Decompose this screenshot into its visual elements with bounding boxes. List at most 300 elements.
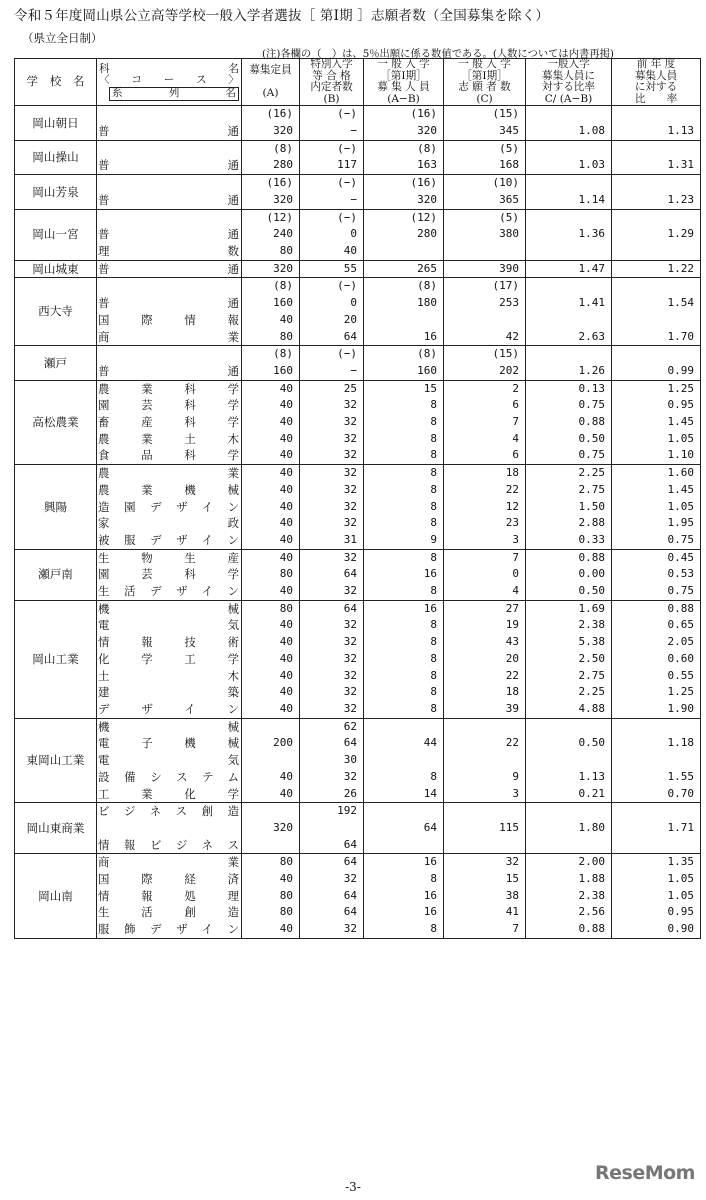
general-quota-cell: 320 — [364, 192, 444, 209]
general-quota-cell: 16 — [364, 854, 444, 871]
prev-ratio-cell: 1.25 — [612, 684, 701, 701]
table-row — [15, 363, 701, 380]
school-name: 岡山工業 — [15, 600, 97, 718]
ratio-cell: 1.26 — [526, 363, 612, 380]
general-quota-cell: 8 — [364, 651, 444, 668]
capacity-cell: 160 — [242, 295, 300, 312]
school-group — [15, 803, 701, 854]
course-name — [97, 820, 242, 837]
capacity-cell: 40 — [242, 871, 300, 888]
applicants-cell: (5) — [444, 140, 526, 157]
prev-ratio-cell — [612, 278, 701, 295]
school-group — [15, 465, 701, 550]
ratio-cell — [526, 752, 612, 769]
capacity-cell: (8) — [242, 346, 300, 363]
prev-ratio-cell: 1.05 — [612, 871, 701, 888]
capacity-cell — [242, 718, 300, 735]
course-name: 機械 — [97, 600, 242, 617]
applicants-cell — [444, 312, 526, 329]
school-name: 岡山芳泉 — [15, 175, 97, 209]
capacity-cell: 40 — [242, 465, 300, 482]
applicants-cell: 202 — [444, 363, 526, 380]
school-group — [15, 600, 701, 718]
applicants-cell: 18 — [444, 684, 526, 701]
general-quota-cell: (8) — [364, 346, 444, 363]
table-row — [15, 312, 701, 329]
prev-ratio-cell: 0.95 — [612, 397, 701, 414]
school-name: 岡山南 — [15, 854, 97, 939]
prev-ratio-cell — [612, 718, 701, 735]
table-row — [15, 175, 701, 192]
general-quota-cell: (16) — [364, 175, 444, 192]
applicants-cell — [444, 803, 526, 820]
course-name: 電気 — [97, 617, 242, 634]
capacity-cell: 40 — [242, 786, 300, 803]
capacity-cell: 320 — [242, 123, 300, 140]
applicants-cell: 20 — [444, 651, 526, 668]
ratio-cell — [526, 209, 612, 226]
course-name: 理数 — [97, 243, 242, 260]
general-quota-cell: 280 — [364, 226, 444, 243]
school-name: 西大寺 — [15, 278, 97, 346]
applicants-cell: 115 — [444, 820, 526, 837]
capacity-cell — [242, 837, 300, 854]
capacity-cell: 200 — [242, 735, 300, 752]
course-name: 国際経済 — [97, 871, 242, 888]
prev-ratio-cell — [612, 243, 701, 260]
special-cell: 64 — [300, 735, 364, 752]
table-row — [15, 583, 701, 600]
capacity-cell: 80 — [242, 329, 300, 346]
ratio-cell: 4.88 — [526, 701, 612, 718]
general-quota-cell: 320 — [364, 123, 444, 140]
applicants-cell: 380 — [444, 226, 526, 243]
capacity-cell: 40 — [242, 499, 300, 516]
applicants-cell: 3 — [444, 532, 526, 549]
general-quota-cell: (12) — [364, 209, 444, 226]
table-row — [15, 380, 701, 397]
special-cell: 64 — [300, 854, 364, 871]
ratio-cell — [526, 140, 612, 157]
prev-ratio-cell: 1.23 — [612, 192, 701, 209]
table-row — [15, 447, 701, 464]
table-row — [15, 718, 701, 735]
capacity-cell: 40 — [242, 515, 300, 532]
table-row — [15, 346, 701, 363]
general-quota-cell: 8 — [364, 431, 444, 448]
table-row — [15, 803, 701, 820]
school-name: 岡山城東 — [15, 260, 97, 278]
header-ratio: 一般入学 募集人員に 対する比率 C/ (A−B) — [526, 59, 612, 106]
general-quota-cell: 8 — [364, 465, 444, 482]
subtitle: （県立全日制） — [22, 31, 103, 45]
course-name: 生活デザイン — [97, 583, 242, 600]
special-cell: 32 — [300, 617, 364, 634]
table-row — [15, 209, 701, 226]
general-quota-cell: 8 — [364, 549, 444, 566]
capacity-cell: 40 — [242, 617, 300, 634]
general-quota-cell — [364, 243, 444, 260]
prev-ratio-cell: 0.99 — [612, 363, 701, 380]
applicants-cell: 18 — [444, 465, 526, 482]
prev-ratio-cell: 0.75 — [612, 583, 701, 600]
applicants-cell: 2 — [444, 380, 526, 397]
special-cell: 31 — [300, 532, 364, 549]
applicants-cell: (15) — [444, 106, 526, 123]
special-cell: 32 — [300, 668, 364, 685]
table-row — [15, 549, 701, 566]
prev-ratio-cell: 1.70 — [612, 329, 701, 346]
ratio-cell: 2.38 — [526, 617, 612, 634]
table-row — [15, 634, 701, 651]
applicants-cell — [444, 837, 526, 854]
course-name: ビジネス創造 — [97, 803, 242, 820]
prev-ratio-cell: 0.53 — [612, 566, 701, 583]
course-name — [97, 140, 242, 157]
course-name: 家政 — [97, 515, 242, 532]
course-name: 電子機械 — [97, 735, 242, 752]
table-row — [15, 617, 701, 634]
table-row — [15, 140, 701, 157]
general-quota-cell — [364, 312, 444, 329]
prev-ratio-cell: 0.88 — [612, 600, 701, 617]
course-name: 園芸科学 — [97, 397, 242, 414]
table-row — [15, 260, 701, 278]
school-name: 東岡山工業 — [15, 718, 97, 803]
ratio-cell: 1.14 — [526, 192, 612, 209]
general-quota-cell: 8 — [364, 447, 444, 464]
table-row — [15, 684, 701, 701]
course-name: 国際情報 — [97, 312, 242, 329]
table-row — [15, 921, 701, 938]
table-row — [15, 786, 701, 803]
special-cell: 55 — [300, 260, 364, 278]
ratio-cell — [526, 243, 612, 260]
header-capacity: 募集定員 (A) — [242, 59, 300, 106]
applicants-cell: 22 — [444, 668, 526, 685]
special-cell: 40 — [300, 243, 364, 260]
general-quota-cell: 8 — [364, 414, 444, 431]
special-cell: 32 — [300, 482, 364, 499]
capacity-cell: 80 — [242, 243, 300, 260]
applicants-cell: 22 — [444, 735, 526, 752]
applicants-cell: 43 — [444, 634, 526, 651]
capacity-cell: (12) — [242, 209, 300, 226]
general-quota-cell: 8 — [364, 684, 444, 701]
prev-ratio-cell: 1.29 — [612, 226, 701, 243]
ratio-cell: 1.47 — [526, 260, 612, 278]
ratio-cell: 0.88 — [526, 549, 612, 566]
ratio-cell: 0.50 — [526, 735, 612, 752]
prev-ratio-cell: 1.05 — [612, 499, 701, 516]
prev-ratio-cell: 0.45 — [612, 549, 701, 566]
capacity-cell: 240 — [242, 226, 300, 243]
applicants-cell: 6 — [444, 397, 526, 414]
general-quota-cell: 180 — [364, 295, 444, 312]
capacity-cell: 40 — [242, 380, 300, 397]
prev-ratio-cell: 1.05 — [612, 888, 701, 905]
prev-ratio-cell: 1.25 — [612, 380, 701, 397]
special-cell: (−) — [300, 278, 364, 295]
capacity-cell: 80 — [242, 904, 300, 921]
table-row — [15, 226, 701, 243]
table-row — [15, 651, 701, 668]
prev-ratio-cell: 1.45 — [612, 414, 701, 431]
applicants-cell: 390 — [444, 260, 526, 278]
prev-ratio-cell — [612, 837, 701, 854]
school-name: 岡山一宮 — [15, 209, 97, 260]
capacity-cell: 40 — [242, 668, 300, 685]
special-cell: 32 — [300, 397, 364, 414]
general-quota-cell: (16) — [364, 106, 444, 123]
course-name: 農業 — [97, 465, 242, 482]
capacity-cell: 40 — [242, 532, 300, 549]
course-name: 被服デザイン — [97, 532, 242, 549]
applicants-cell: 7 — [444, 921, 526, 938]
capacity-cell: 80 — [242, 888, 300, 905]
general-quota-cell: (8) — [364, 278, 444, 295]
special-cell: 32 — [300, 447, 364, 464]
special-cell: − — [300, 123, 364, 140]
school-group — [15, 175, 701, 209]
general-quota-cell: 160 — [364, 363, 444, 380]
special-cell: 64 — [300, 329, 364, 346]
capacity-cell: 80 — [242, 600, 300, 617]
prev-ratio-cell: 2.05 — [612, 634, 701, 651]
prev-ratio-cell — [612, 752, 701, 769]
header-school: 学 校 名 — [15, 59, 97, 106]
ratio-cell — [526, 837, 612, 854]
general-quota-cell: 16 — [364, 888, 444, 905]
school-group — [15, 380, 701, 465]
applicants-cell: 39 — [444, 701, 526, 718]
course-name: 化学工学 — [97, 651, 242, 668]
table-row — [15, 397, 701, 414]
table-row — [15, 515, 701, 532]
ratio-cell: 2.38 — [526, 888, 612, 905]
prev-ratio-cell — [612, 312, 701, 329]
applicants-cell: 345 — [444, 123, 526, 140]
general-quota-cell: 265 — [364, 260, 444, 278]
prev-ratio-cell — [612, 140, 701, 157]
table-row — [15, 243, 701, 260]
course-name: 土木 — [97, 668, 242, 685]
ratio-cell: 1.41 — [526, 295, 612, 312]
applicants-cell: 4 — [444, 583, 526, 600]
general-quota-cell: 8 — [364, 617, 444, 634]
school-group — [15, 260, 701, 278]
special-cell: (−) — [300, 209, 364, 226]
applicants-cell: (17) — [444, 278, 526, 295]
ratio-cell: 1.88 — [526, 871, 612, 888]
ratio-cell — [526, 106, 612, 123]
general-quota-cell: 14 — [364, 786, 444, 803]
ratio-cell: 1.80 — [526, 820, 612, 837]
ratio-cell: 2.63 — [526, 329, 612, 346]
applicants-cell: 27 — [444, 600, 526, 617]
table-row — [15, 499, 701, 516]
prev-ratio-cell: 1.54 — [612, 295, 701, 312]
ratio-cell: 0.21 — [526, 786, 612, 803]
general-quota-cell: 8 — [364, 668, 444, 685]
general-quota-cell: 16 — [364, 904, 444, 921]
general-quota-cell: 8 — [364, 499, 444, 516]
applicants-table — [14, 58, 701, 939]
course-name — [97, 209, 242, 226]
course-name: 園芸科学 — [97, 566, 242, 583]
special-cell: 32 — [300, 515, 364, 532]
applicants-cell: 15 — [444, 871, 526, 888]
capacity-cell: 40 — [242, 549, 300, 566]
table-row — [15, 888, 701, 905]
capacity-cell: 40 — [242, 701, 300, 718]
applicants-cell — [444, 243, 526, 260]
ratio-cell — [526, 718, 612, 735]
capacity-cell: (16) — [242, 175, 300, 192]
school-group — [15, 140, 701, 174]
ratio-cell: 2.56 — [526, 904, 612, 921]
school-name: 瀬戸南 — [15, 549, 97, 600]
ratio-cell: 0.13 — [526, 380, 612, 397]
prev-ratio-cell — [612, 209, 701, 226]
table-note: (注)各欄の（ ）は、5％出願に係る数値である。(人数については内書再掲) — [262, 48, 614, 60]
ratio-cell: 2.75 — [526, 668, 612, 685]
capacity-cell: 40 — [242, 312, 300, 329]
ratio-cell: 0.88 — [526, 414, 612, 431]
prev-ratio-cell: 1.60 — [612, 465, 701, 482]
course-name: 工業化学 — [97, 786, 242, 803]
ratio-cell: 0.00 — [526, 566, 612, 583]
course-name: 情報ビジネス — [97, 837, 242, 854]
general-quota-cell: 44 — [364, 735, 444, 752]
special-cell: 64 — [300, 600, 364, 617]
capacity-cell: 40 — [242, 769, 300, 786]
special-cell: 32 — [300, 465, 364, 482]
general-quota-cell: 8 — [364, 769, 444, 786]
general-quota-cell: 9 — [364, 532, 444, 549]
applicants-cell: 22 — [444, 482, 526, 499]
ratio-cell: 0.50 — [526, 431, 612, 448]
table-row — [15, 837, 701, 854]
special-cell: 32 — [300, 431, 364, 448]
table-row — [15, 123, 701, 140]
table-row — [15, 532, 701, 549]
header-prev-ratio: 前 年 度 募集人員 に対する 比 率 — [612, 59, 701, 106]
applicants-cell: 42 — [444, 329, 526, 346]
applicants-cell: 3 — [444, 786, 526, 803]
school-name: 瀬戸 — [15, 346, 97, 380]
capacity-cell: (16) — [242, 106, 300, 123]
special-cell — [300, 820, 364, 837]
special-cell: (−) — [300, 106, 364, 123]
table-row — [15, 295, 701, 312]
ratio-cell: 2.75 — [526, 482, 612, 499]
general-quota-cell — [364, 718, 444, 735]
course-name — [97, 106, 242, 123]
applicants-cell: 9 — [444, 769, 526, 786]
prev-ratio-cell — [612, 175, 701, 192]
prev-ratio-cell: 0.95 — [612, 904, 701, 921]
table-row — [15, 668, 701, 685]
special-cell: 20 — [300, 312, 364, 329]
course-name: 食品科学 — [97, 447, 242, 464]
capacity-cell: 40 — [242, 684, 300, 701]
table-row — [15, 769, 701, 786]
page-title: 令和５年度岡山県公立高等学校一般入学者選抜［ 第Ⅰ期 ］志願者数（全国募集を除く） — [14, 8, 550, 24]
applicants-cell: 7 — [444, 549, 526, 566]
general-quota-cell: 8 — [364, 397, 444, 414]
prev-ratio-cell: 1.45 — [612, 482, 701, 499]
prev-ratio-cell — [612, 106, 701, 123]
capacity-cell — [242, 803, 300, 820]
special-cell: 62 — [300, 718, 364, 735]
capacity-cell: 320 — [242, 192, 300, 209]
ratio-cell: 0.88 — [526, 921, 612, 938]
special-cell: 32 — [300, 701, 364, 718]
school-group — [15, 106, 701, 140]
ratio-cell — [526, 312, 612, 329]
header-row — [15, 59, 701, 106]
applicants-cell: (5) — [444, 209, 526, 226]
course-name: 建築 — [97, 684, 242, 701]
course-name: 普通 — [97, 363, 242, 380]
general-quota-cell: 8 — [364, 583, 444, 600]
capacity-cell: 40 — [242, 634, 300, 651]
prev-ratio-cell: 0.90 — [612, 921, 701, 938]
capacity-cell: 40 — [242, 921, 300, 938]
table-row — [15, 465, 701, 482]
special-cell: 32 — [300, 499, 364, 516]
course-name: 普通 — [97, 295, 242, 312]
course-name: 普通 — [97, 192, 242, 209]
special-cell: (−) — [300, 346, 364, 363]
prev-ratio-cell: 1.95 — [612, 515, 701, 532]
course-name: 造園デザイン — [97, 499, 242, 516]
general-quota-cell: 8 — [364, 701, 444, 718]
applicants-cell: 4 — [444, 431, 526, 448]
course-name: 普通 — [97, 123, 242, 140]
school-group — [15, 346, 701, 380]
applicants-cell: 365 — [444, 192, 526, 209]
prev-ratio-cell — [612, 346, 701, 363]
course-name: 情報処理 — [97, 888, 242, 905]
prev-ratio-cell: 1.10 — [612, 447, 701, 464]
ratio-cell: 2.88 — [526, 515, 612, 532]
course-name: 普通 — [97, 157, 242, 174]
general-quota-cell: 8 — [364, 871, 444, 888]
course-name: 農業土木 — [97, 431, 242, 448]
ratio-cell: 1.69 — [526, 600, 612, 617]
special-cell: 32 — [300, 871, 364, 888]
capacity-cell: 40 — [242, 397, 300, 414]
prev-ratio-cell: 0.55 — [612, 668, 701, 685]
prev-ratio-cell: 1.05 — [612, 431, 701, 448]
special-cell: 0 — [300, 226, 364, 243]
page-number: -3- — [345, 1180, 361, 1194]
special-cell: 30 — [300, 752, 364, 769]
ratio-cell: 1.03 — [526, 157, 612, 174]
prev-ratio-cell: 1.90 — [612, 701, 701, 718]
course-name — [97, 175, 242, 192]
table-row — [15, 566, 701, 583]
table-row — [15, 701, 701, 718]
special-cell: 32 — [300, 583, 364, 600]
ratio-cell — [526, 278, 612, 295]
applicants-cell: (10) — [444, 175, 526, 192]
prev-ratio-cell: 1.71 — [612, 820, 701, 837]
general-quota-cell: 16 — [364, 600, 444, 617]
table-row — [15, 431, 701, 448]
